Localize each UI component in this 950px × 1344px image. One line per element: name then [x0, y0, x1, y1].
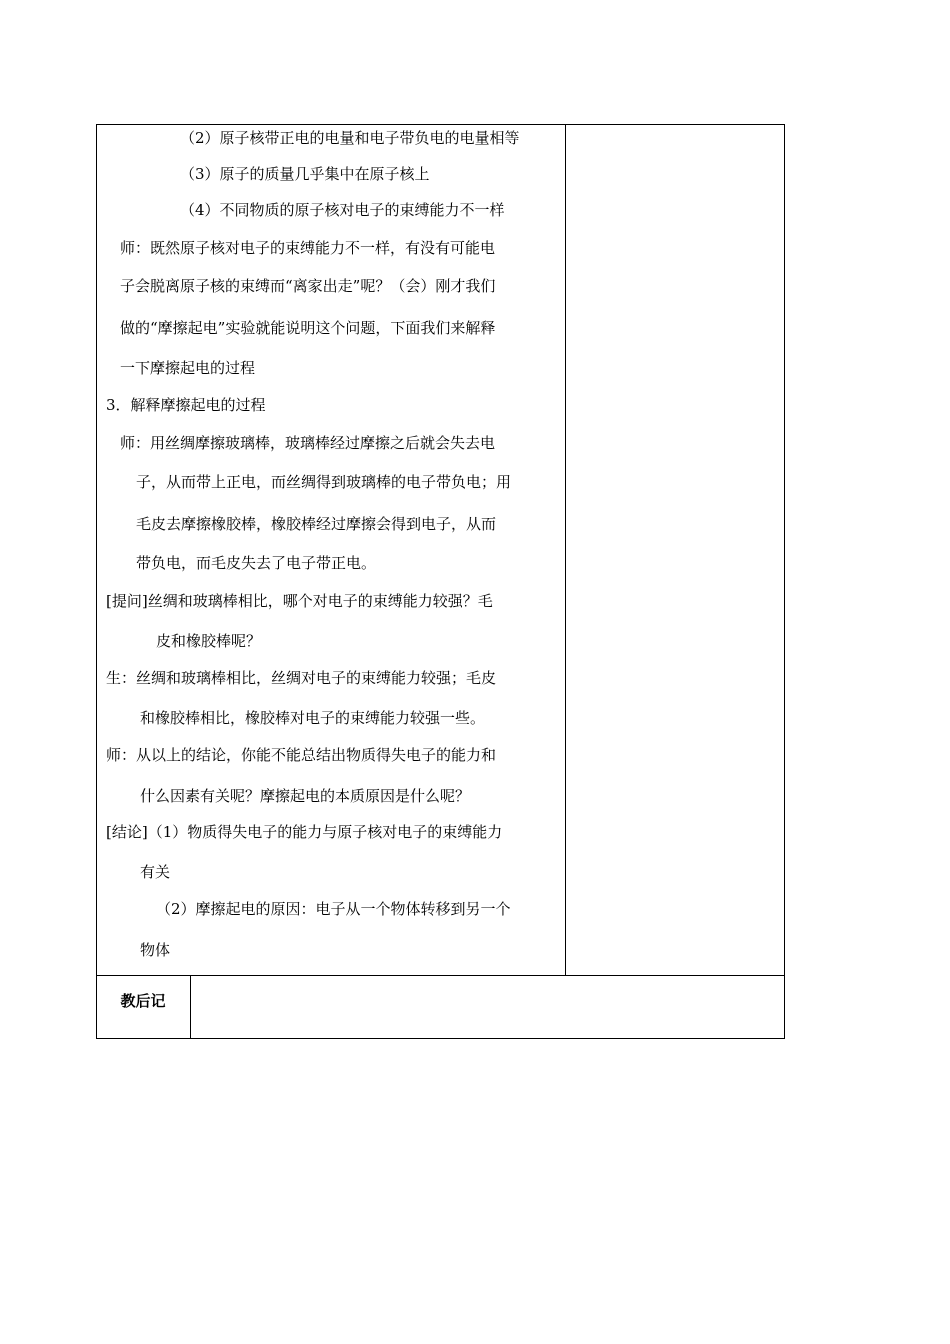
content-line: 和橡胶棒相比，橡胶棒对电子的束缚能力较强一些。 — [140, 709, 486, 727]
content-line: 有关 — [140, 863, 171, 881]
notes-column-divider — [190, 975, 191, 1039]
content-line: [结论]（1）物质得失电子的能力与原子核对电子的束缚能力 — [106, 823, 503, 841]
content-line: 带负电，而毛皮失去了电子带正电。 — [136, 554, 377, 572]
content-line: 一下摩擦起电的过程 — [120, 359, 256, 377]
content-line: 子会脱离原子核的束缚而“离家出走”呢？（会）刚才我们 — [120, 277, 496, 295]
content-line: 什么因素有关呢？摩擦起电的本质原因是什么呢？ — [140, 787, 471, 805]
content-line: [提问]丝绸和玻璃棒相比，哪个对电子的束缚能力较强？毛 — [106, 592, 493, 610]
content-line: 生：丝绸和玻璃棒相比，丝绸对电子的束缚能力较强；毛皮 — [106, 669, 497, 687]
content-line: 毛皮去摩擦橡胶棒，橡胶棒经过摩擦会得到电子，从而 — [136, 515, 497, 533]
column-divider — [565, 124, 566, 976]
content-line: （3）原子的质量几乎集中在原子核上 — [180, 165, 430, 183]
content-line: 做的“摩擦起电”实验就能说明这个问题，下面我们来解释 — [120, 319, 496, 337]
content-line: （4）不同物质的原子核对电子的束缚能力不一样 — [180, 201, 505, 219]
teaching-notes-label: 教后记 — [120, 992, 166, 1010]
content-line: 师：用丝绸摩擦玻璃棒，玻璃棒经过摩擦之后就会失去电 — [120, 434, 496, 452]
content-line: （2）原子核带正电的电量和电子带负电的电量相等 — [180, 129, 520, 147]
section-heading: 3．解释摩擦起电的过程 — [106, 396, 266, 414]
content-line: 师：从以上的结论，你能不能总结出物质得失电子的能力和 — [106, 746, 497, 764]
content-line: 皮和橡胶棒呢？ — [156, 632, 262, 650]
content-line: 师：既然原子核对电子的束缚能力不一样，有没有可能电 — [120, 239, 496, 257]
content-line: 物体 — [140, 941, 171, 959]
teaching-notes-row — [96, 975, 785, 1039]
content-line: 子，从而带上正电，而丝绸得到玻璃棒的电子带负电；用 — [136, 473, 512, 491]
content-line: （2）摩擦起电的原因：电子从一个物体转移到另一个 — [156, 900, 511, 918]
